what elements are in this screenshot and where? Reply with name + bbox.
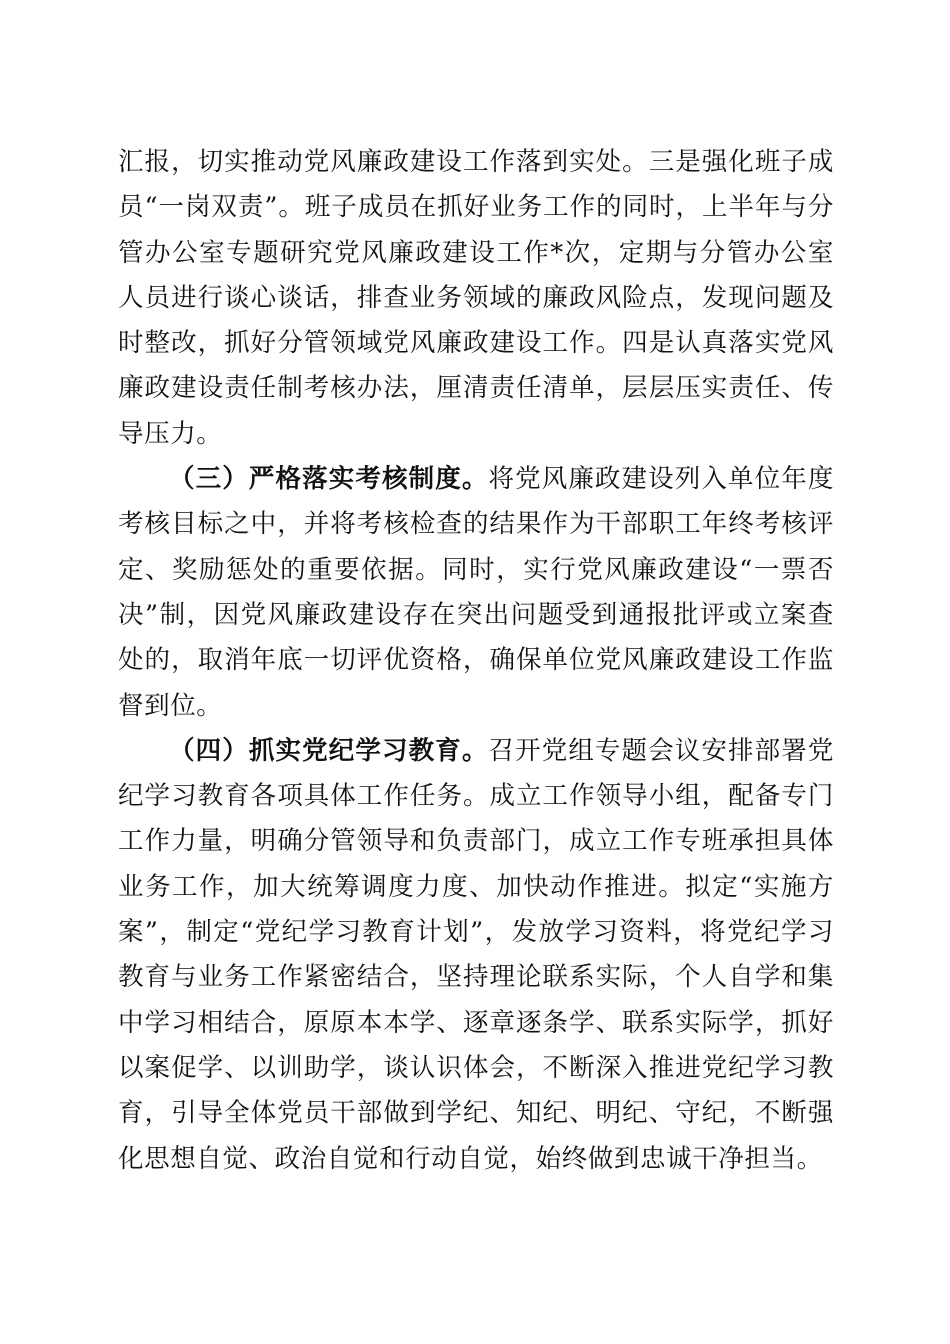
paragraph-party-discipline-education <box>118 729 834 1182</box>
paragraph-continuation <box>118 140 834 457</box>
document-body <box>118 140 834 1182</box>
paragraph-text: 召开党组专题会议安排部署党纪学习教育各项具体工作任务。成立工作领导小组，配备专门工作力量，明确分管领导和负责部门，成立工作专班承担具体业务工作，加大统筹调度力度、加快动作推进。拟定“实施方案”，制定“党纪学习教育计划”，发放学习资料，将党纪学习教育与业务工作紧密结合，坚持理论联系实际，个人自学和集中学习相结合，原原本本学、逐章逐条学、联系实际学，抓好以案促学、以训助学，谈认识体会，不断深入推进党纪学习教育，引导全体党员干部做到学纪、知纪、明纪、守纪，不断强化思想自觉、政治自觉和行动自觉，始终做到忠诚干净担当。 <box>118 735 834 1174</box>
paragraph-text: 将党风廉政建设列入单位年度考核目标之中，并将考核检查的结果作为干部职工年终考核评定、奖励惩处的重要依据。同时，实行党风廉政建设“一票否决”制，因党风廉政建设存在突出问题受到通报批评或立案查处的，取消年底一切评优资格，确保单位党风廉政建设工作监督到位。 <box>118 464 834 721</box>
paragraph-assessment-system <box>118 457 834 729</box>
paragraph-text: 汇报，切实推动党风廉政建设工作落到实处。三是强化班子成员“一岗双责”。班子成员在抓好业务工作的同时，上半年与分管办公室专题研究党风廉政建设工作*次，定期与分管办公室人员进行谈心谈话，排查业务领域的廉政风险点，发现问题及时整改，抓好分管领域党风廉政建设工作。四是认真落实党风廉政建设责任制考核办法，厘清责任清单，层层压实责任、传导压力。 <box>118 147 834 449</box>
section-heading: （三）严格落实考核制度。 <box>169 464 489 495</box>
section-heading: （四）抓实党纪学习教育。 <box>169 735 489 766</box>
